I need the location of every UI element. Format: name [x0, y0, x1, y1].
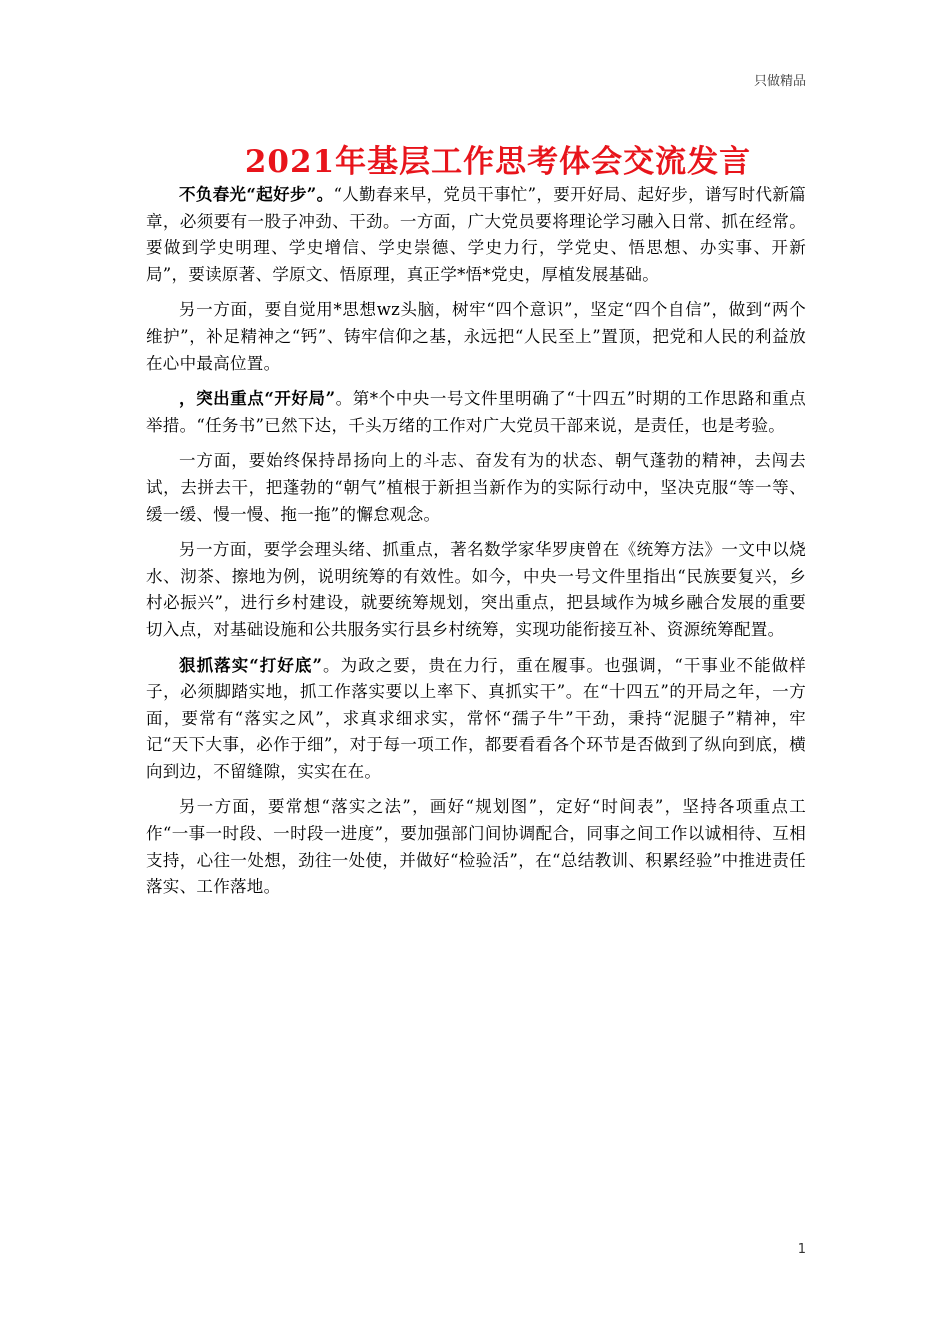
paragraph-lead: 狠抓落实“打好底” [179, 655, 323, 675]
paragraph-7 [146, 794, 806, 900]
paragraph-5 [146, 537, 806, 643]
paragraph-lead: ，突出重点“开好局” [179, 389, 336, 409]
paragraph-6 [146, 653, 806, 786]
paragraph-text: “人勤春来早，党员干事忙”，要开好局、起好步，谱写时代新篇章，必须要有一股子冲劲、干劲。一方面，广大党员要将理论学习融入日常、抓在经常。要做到学史明理、学史增信、学史崇德、学史力行，学党史、悟思想、办实事、开新局”，要读原著、学原文、悟原理，真正学*悟*党史，厚植发展基础。 [146, 185, 806, 284]
header-tagline: 只做精品 [753, 74, 806, 89]
paragraph-text: 。为政之要，贵在力行，重在履事。也强调，“干事业不能做样子，必须脚踏实地，抓工作落实要以上率下、真抓实干”。在“十四五”的开局之年，一方面，要常有“落实之风”，求真求细求实，常怀“孺子牛”干劲，秉持“泥腿子”精神，牢记“天下大事，必作于细”，对于每一项工作，都要看看各个环节是否做到了纵向到底，横向到边，不留缝隙，实实在在。 [146, 655, 806, 781]
paragraph-3 [146, 386, 806, 439]
document-body [146, 182, 806, 910]
paragraph-1 [146, 182, 806, 288]
paragraph-2 [146, 297, 806, 377]
page-number: 1 [797, 1242, 806, 1257]
paragraph-text: 另一方面，要自觉用*思想wz头脑，树牢“四个意识”，坚定“四个自信”，做到“两个维护”，补足精神之“钙”、铸牢信仰之基，永远把“人民至上”置顶，把党和人民的利益放在心中最高位置。 [146, 300, 806, 373]
paragraph-lead: 不负春光“起好步”。 [179, 185, 334, 204]
document-title: 2021年基层工作思考体会交流发言 [244, 144, 752, 180]
paragraph-text: 另一方面，要常想“落实之法”，画好“规划图”，定好“时间表”，坚持各项重点工作“一事一时段、一时段一进度”，要加强部门间协调配合，同事之间工作以诚相待、互相支持，心往一处想，劲往一处使，并做好“检验活”，在“总结教训、积累经验”中推进责任落实、工作落地。 [146, 797, 806, 897]
paragraph-4 [146, 448, 806, 528]
paragraph-text: 另一方面，要学会理头绪、抓重点，著名数学家华罗庚曾在《统筹方法》一文中以烧水、沏茶、擦地为例，说明统筹的有效性。如今，中央一号文件里指出“民族要复兴，乡村必振兴”，进行乡村建设，就要统筹规划，突出重点，把县域作为城乡融合发展的重要切入点，对基础设施和公共服务实行县乡村统筹，实现功能衔接互补、资源统筹配置。 [146, 540, 806, 639]
paragraph-text: 。第*个中央一号文件里明确了“十四五”时期的工作思路和重点举措。“任务书”已然下达，千头万绪的工作对广大党员干部来说，是责任，也是考验。 [146, 389, 807, 435]
paragraph-text: 一方面，要始终保持昂扬向上的斗志、奋发有为的状态、朝气蓬勃的精神，去闯去试，去拼去干，把蓬勃的“朝气”植根于新担当新作为的实际行动中，坚决克服“等一等、缓一缓、慢一慢、拖一拖”的懈怠观念。 [146, 451, 806, 524]
